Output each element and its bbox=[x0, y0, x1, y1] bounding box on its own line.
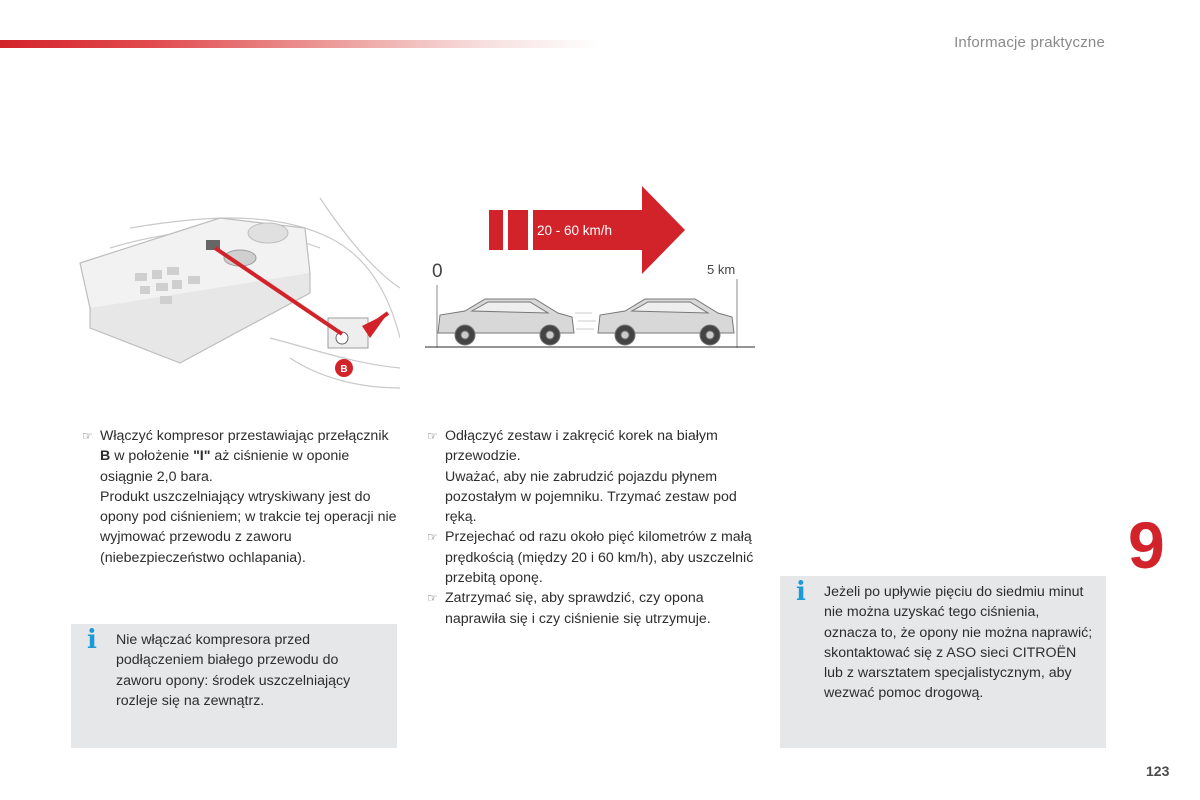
hand-pointer-icon: ☞ bbox=[427, 429, 438, 443]
speed-range-label: 20 - 60 km/h bbox=[537, 223, 613, 238]
distance-end-label: 5 km bbox=[707, 262, 736, 277]
step-note: Produkt uszczelniający wtryskiwany jest do opony pod ciśnieniem; w trakcie tej operacji nie wyjmować przewodu z zaworu (niebezpieczeństwo ochlapania). bbox=[100, 488, 397, 566]
info-icon: i bbox=[87, 625, 97, 655]
step-text: Przejechać od razu około pięć kilometrów z małą prędkością (między 20 i 60 km/h), aby uszczelnić przebitą oponę. bbox=[445, 529, 754, 587]
info-text: Nie włączać kompresora przed podłączeniem białego przewodu do zaworu opony: środek uszczelniający rozleje się na zewnątrz. bbox=[116, 632, 351, 709]
compressor-illustration bbox=[70, 188, 400, 393]
step-drive bbox=[427, 527, 767, 588]
speed-distance-illustration bbox=[420, 183, 760, 355]
step-text: Włączyć kompresor przestawiając przełącznik B w położenie "I" aż ciśnienie w oponie osiągnie 2,0 bara. bbox=[100, 428, 389, 485]
chapter-number: 9 bbox=[1128, 508, 1165, 582]
hand-pointer-icon: ☞ bbox=[427, 530, 438, 545]
page-number: 123 bbox=[1146, 763, 1170, 779]
info-text: Jeżeli po upływie pięciu do siedmiu minut nie można uzyskać tego ciśnienia, oznacza to, że opony nie można naprawić; skontaktować się z ASO sieci CITROËN lub z warsztatem specjalistycznym, aby wezwać pomoc drogową. bbox=[824, 584, 1093, 702]
instructions-column-1 bbox=[82, 426, 402, 568]
step-disconnect bbox=[427, 426, 767, 527]
section-title: Informacje praktyczne bbox=[954, 34, 1105, 51]
step-text: Odłączyć zestaw i zakręcić korek na białym przewodzie. bbox=[445, 428, 718, 465]
info-box-warning bbox=[71, 624, 397, 748]
hand-pointer-icon: ☞ bbox=[82, 429, 93, 443]
step-text: Zatrzymać się, aby sprawdzić, czy opona naprawiła się i czy ciśnienie się utrzymuje. bbox=[445, 590, 711, 627]
step-start-compressor bbox=[82, 426, 402, 568]
hand-pointer-icon: ☞ bbox=[427, 591, 438, 606]
info-icon: i bbox=[796, 577, 806, 607]
header-accent-bar bbox=[0, 40, 600, 48]
instructions-column-2 bbox=[427, 426, 767, 629]
distance-start-label: 0 bbox=[432, 261, 443, 282]
car-end bbox=[598, 299, 734, 345]
compressor-label-b: B bbox=[340, 364, 348, 375]
car-start bbox=[438, 299, 574, 345]
step-note: Uważać, aby nie zabrudzić pojazdu płynem pozostałym w pojemniku. Trzymać zestaw pod ręką. bbox=[445, 468, 737, 526]
info-box-pressure bbox=[780, 576, 1106, 748]
step-check bbox=[427, 588, 767, 629]
